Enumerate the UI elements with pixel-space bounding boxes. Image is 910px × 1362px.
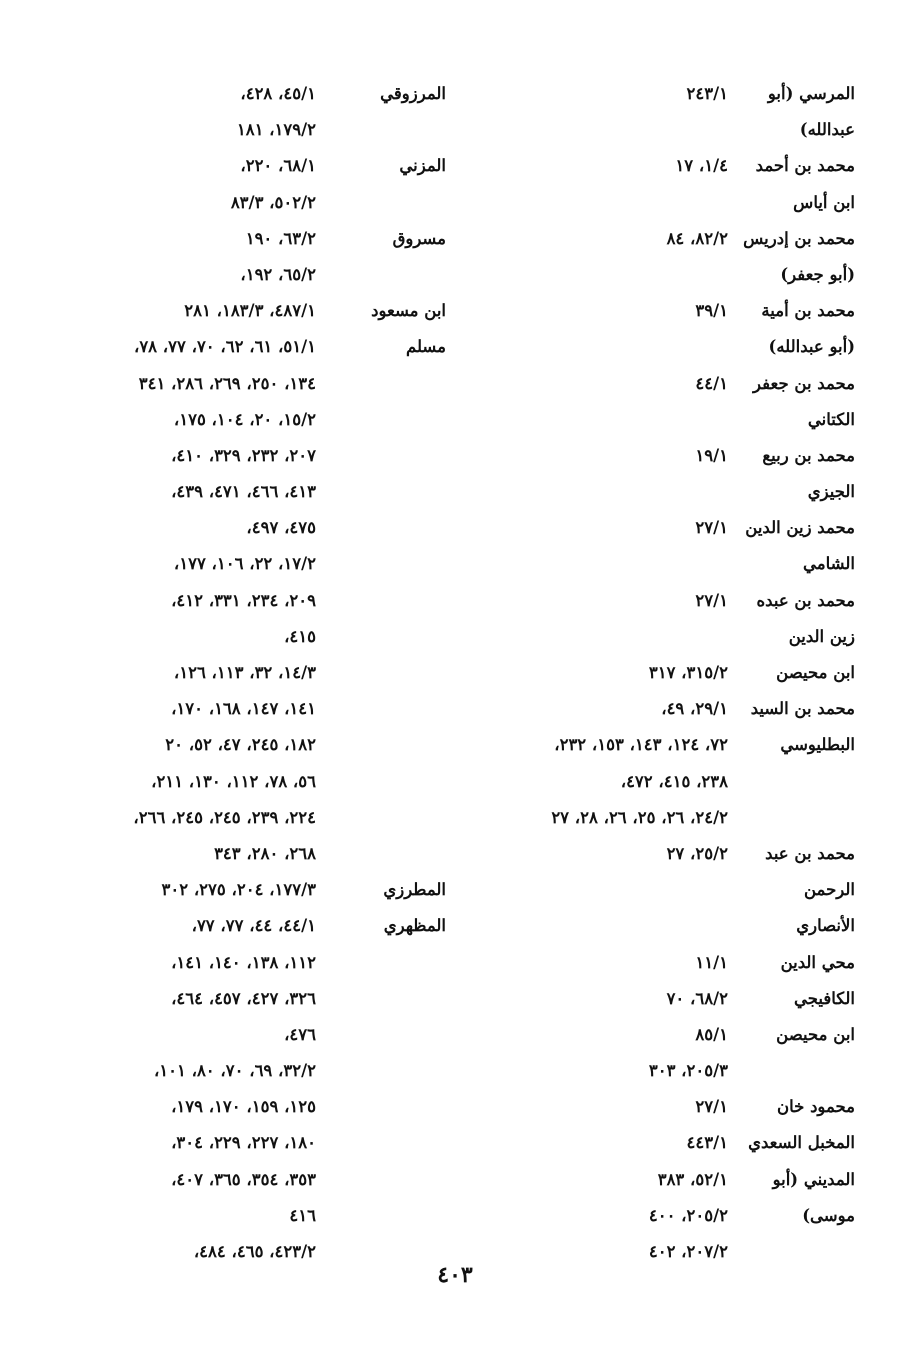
index-column-right xyxy=(490,76,855,1270)
entry-page-refs: ٤١٥، xyxy=(284,626,316,646)
index-entry xyxy=(66,872,446,908)
index-entry xyxy=(490,402,855,438)
entry-name: محمد بن إدريس xyxy=(743,228,855,248)
entry-page-refs: ١٨٢، ٢٤٥، ٤٧، ٥٢، ٢٠ xyxy=(165,735,316,755)
entry-page-refs: ٣٢/٢، ٦٩، ٧٠، ٨٠، ١٠١، xyxy=(153,1061,316,1081)
entry-page-refs: ٢٠٧، ٢٣٢، ٣٢٩، ٤١٠، xyxy=(171,445,316,465)
entry-page-refs: ٣٩/١ xyxy=(695,301,728,321)
entry-page-refs: ١٤١، ١٤٧، ١٦٨، ١٧٠، xyxy=(171,699,316,719)
entry-page-refs: ١/٤، ١٧ xyxy=(675,156,728,176)
entry-page-refs: ٤٤٣/١ xyxy=(686,1133,728,1153)
index-entry xyxy=(490,655,855,691)
index-entry xyxy=(490,366,855,402)
entry-page-refs: ٤٧٦، xyxy=(284,1024,316,1044)
entry-page-refs: ١١/١ xyxy=(695,952,728,972)
entry-name: المظهري xyxy=(383,916,446,936)
index-entry xyxy=(66,293,446,329)
entry-page-refs: ٤١٦ xyxy=(289,1205,316,1225)
entry-name: المطرزي xyxy=(383,880,446,900)
index-entry xyxy=(66,438,446,474)
entry-page-refs: ٢٤/٢، ٢٦، ٢٥، ٢٦، ٢٨، ٢٧ xyxy=(551,807,728,827)
entry-name: الكافيجي xyxy=(793,988,855,1008)
entry-name: المزني xyxy=(399,156,446,176)
index-entry xyxy=(490,221,855,257)
index-entry xyxy=(66,148,446,184)
entry-name: البطليوسي xyxy=(780,735,855,755)
index-entry xyxy=(66,1198,446,1234)
index-entry xyxy=(66,257,446,293)
index-entry xyxy=(66,366,446,402)
index-entry xyxy=(490,438,855,474)
entry-page-refs: ٢٧/١ xyxy=(695,518,728,538)
entry-page-refs: ٤٢٣/٢، ٤٦٥، ٤٨٤، xyxy=(193,1242,316,1261)
index-entry xyxy=(490,981,855,1017)
entry-name: محمد بن ربيع xyxy=(762,445,855,465)
index-entry xyxy=(66,1162,446,1198)
entry-name: المخبل السعدي xyxy=(748,1133,855,1153)
entry-page-refs: ١٩/١ xyxy=(695,445,728,465)
entry-name: المديني (أبو xyxy=(772,1169,855,1189)
index-entry xyxy=(490,76,855,112)
entry-page-refs: ٢٦٨، ٢٨٠، ٣٤٣ xyxy=(214,843,316,863)
entry-page-refs: ٨٥/١ xyxy=(695,1024,728,1044)
entry-name: محمد زين الدين xyxy=(745,518,855,538)
entry-page-refs: ١١٢، ١٣٨، ١٤٠، ١٤١، xyxy=(171,952,316,972)
entry-name: محمد بن أحمد xyxy=(755,156,855,176)
entry-page-refs: ١٣٤، ٢٥٠، ٢٦٩، ٢٨٦، ٣٤١ xyxy=(138,373,316,393)
entry-page-refs: ٢٤٣/١ xyxy=(686,84,728,103)
entry-page-refs: ١٤/٣، ٣٢، ١١٣، ١٢٦، xyxy=(173,663,316,682)
entry-page-refs: ٢٧/١ xyxy=(695,1097,728,1117)
index-entry xyxy=(66,981,446,1017)
index-entry xyxy=(66,764,446,800)
entry-page-refs: ٤١٣، ٤٦٦، ٤٧١، ٤٣٩، xyxy=(171,482,316,502)
index-entry xyxy=(66,185,446,221)
index-entry xyxy=(66,221,446,257)
entry-name: (أبو جعفر) xyxy=(780,264,855,284)
index-entry xyxy=(490,836,855,872)
index-entry xyxy=(66,945,446,981)
entry-name: المرزوقي xyxy=(380,84,446,103)
entry-name: الجيزي xyxy=(807,482,855,502)
index-entry xyxy=(490,185,855,221)
entry-page-refs: ٢٥/٢، ٢٧ xyxy=(666,843,728,863)
index-entry xyxy=(490,619,855,655)
index-entry xyxy=(66,474,446,510)
entry-page-refs: ٦٨/١، ٢٢٠، xyxy=(240,156,316,176)
index-entry xyxy=(490,800,855,836)
entry-name: مسروق xyxy=(392,228,446,248)
entry-page-refs: ١٨٠، ٢٢٧، ٢٢٩، ٣٠٤، xyxy=(171,1133,316,1153)
index-entry xyxy=(66,691,446,727)
entry-name: موسى) xyxy=(802,1205,855,1225)
entry-page-refs: ٥٦، ٧٨، ١١٢، ١٣٠، ٢١١، xyxy=(151,771,316,791)
index-entry xyxy=(490,727,855,763)
entry-name: محمد بن أمية xyxy=(761,301,855,321)
entry-name: محمد بن جعفر xyxy=(753,373,855,393)
index-entry xyxy=(490,510,855,546)
entry-page-refs: ٢٢٤، ٢٣٩، ٢٤٥، ٢٤٥، ٢٦٦، xyxy=(133,807,316,827)
index-entry xyxy=(66,800,446,836)
entry-page-refs: ٢٣٨، ٤١٥، ٤٧٢، xyxy=(620,771,728,791)
index-entry xyxy=(490,908,855,944)
entry-name: عبدالله) xyxy=(799,120,855,140)
index-entry xyxy=(66,402,446,438)
entry-page-refs: ٧٢، ١٢٤، ١٤٣، ١٥٣، ٢٣٢، xyxy=(554,735,728,755)
page-number: ٤٠٣ xyxy=(437,1262,473,1288)
entry-name: الشامي xyxy=(803,554,855,574)
entry-page-refs: ١٧٩/٢، ١٨١ xyxy=(236,120,316,140)
entry-name: (أبو عبدالله) xyxy=(768,337,855,357)
entry-name: محي الدين xyxy=(780,952,855,972)
index-entry xyxy=(490,1125,855,1161)
entry-page-refs: ١٧/٢، ٢٢، ١٠٦، ١٧٧، xyxy=(173,554,316,574)
entry-page-refs: ١٢٥، ١٥٩، ١٧٠، ١٧٩، xyxy=(171,1097,316,1117)
entry-name: محمد بن عبد xyxy=(765,843,855,863)
index-entry xyxy=(490,1162,855,1198)
entry-page-refs: ٢٠٩، ٢٣٤، ٣٣١، ٤١٢، xyxy=(171,590,316,610)
index-entry xyxy=(490,872,855,908)
entry-page-refs: ٣٢٦، ٤٢٧، ٤٥٧، ٤٦٤، xyxy=(171,988,316,1008)
entry-page-refs: ٥١/١، ٦١، ٦٢، ٧٠، ٧٧، ٧٨، xyxy=(133,337,316,357)
entry-page-refs: ٤٥/١، ٤٢٨، xyxy=(240,84,316,103)
entry-name: زين الدين xyxy=(788,626,855,646)
index-entry xyxy=(490,474,855,510)
entry-name: ابن محيصن xyxy=(776,663,855,682)
entry-page-refs: ٢٠٥/٢، ٤٠٠ xyxy=(648,1205,728,1225)
entry-page-refs: ١٥/٢، ٢٠، ١٠٤، ١٧٥، xyxy=(173,409,316,429)
entry-name: محمد بن السيد xyxy=(750,699,855,719)
entry-page-refs: ٤٨٧/١، ١٨٣/٣، ٢٨١ xyxy=(184,301,316,321)
entry-name: الأنصاري xyxy=(796,916,855,936)
entry-name: الرحمن xyxy=(803,880,855,900)
index-column-left xyxy=(66,76,446,1270)
entry-page-refs: ٣١٥/٢، ٣١٧ xyxy=(648,663,728,682)
entry-page-refs: ٢٧/١ xyxy=(695,590,728,610)
index-entry xyxy=(490,257,855,293)
entry-page-refs: ٦٨/٢، ٧٠ xyxy=(666,988,728,1008)
index-entry xyxy=(66,76,446,112)
index-entry xyxy=(490,1089,855,1125)
index-entry xyxy=(490,764,855,800)
entry-page-refs: ٤٧٥، ٤٩٧، xyxy=(246,518,316,538)
index-entry xyxy=(66,908,446,944)
entry-name: مسلم xyxy=(405,337,446,357)
entry-name: الكتاني xyxy=(807,409,855,429)
entry-page-refs: ٢٩/١، ٤٩، xyxy=(661,699,728,719)
entry-page-refs: ٣٥٣، ٣٥٤، ٣٦٥، ٤٠٧، xyxy=(171,1169,316,1189)
index-entry xyxy=(66,655,446,691)
index-entry xyxy=(66,583,446,619)
entry-name: محمود خان xyxy=(777,1097,855,1117)
entry-page-refs: ٥٠٢/٢، ٨٣/٣ xyxy=(230,192,316,212)
entry-name: محمد بن عبده xyxy=(756,590,855,610)
index-entry xyxy=(66,836,446,872)
entry-page-refs: ٥٢/١، ٣٨٣ xyxy=(657,1169,728,1189)
index-entry xyxy=(66,329,446,365)
index-entry xyxy=(490,1198,855,1234)
index-entry xyxy=(490,546,855,582)
entry-page-refs: ٤٤/١، ٤٤، ٧٧، ٧٧، xyxy=(191,916,316,936)
index-entry xyxy=(66,727,446,763)
index-entry xyxy=(66,619,446,655)
index-entry xyxy=(490,691,855,727)
entry-page-refs: ٦٣/٢، ١٩٠ xyxy=(245,228,316,248)
index-entry xyxy=(66,112,446,148)
entry-name: ابن محيصن xyxy=(776,1024,855,1044)
index-entry xyxy=(66,1017,446,1053)
entry-page-refs: ١٧٧/٣، ٢٠٤، ٢٧٥، ٣٠٢ xyxy=(161,880,316,900)
index-entry xyxy=(490,293,855,329)
entry-page-refs: ٨٢/٢، ٨٤ xyxy=(666,228,728,248)
entry-page-refs: ٦٥/٢، ١٩٢، xyxy=(240,264,316,284)
index-entry xyxy=(66,546,446,582)
index-entry xyxy=(490,329,855,365)
index-entry xyxy=(66,510,446,546)
entry-name: المرسي (أبو xyxy=(767,84,855,103)
entry-name: ابن مسعود xyxy=(371,301,446,321)
index-entry xyxy=(490,945,855,981)
entry-page-refs: ٢٠٥/٣، ٣٠٣ xyxy=(648,1061,728,1081)
entry-page-refs: ٤٤/١ xyxy=(695,373,728,393)
index-entry xyxy=(66,1053,446,1089)
index-entry xyxy=(490,583,855,619)
entry-name: ابن أياس xyxy=(793,192,855,212)
index-entry xyxy=(66,1089,446,1125)
index-entry xyxy=(490,1017,855,1053)
index-entry xyxy=(66,1125,446,1161)
index-entry xyxy=(490,112,855,148)
index-entry xyxy=(490,1053,855,1089)
index-entry xyxy=(490,148,855,184)
entry-page-refs: ٢٠٧/٢، ٤٠٢ xyxy=(648,1242,728,1261)
